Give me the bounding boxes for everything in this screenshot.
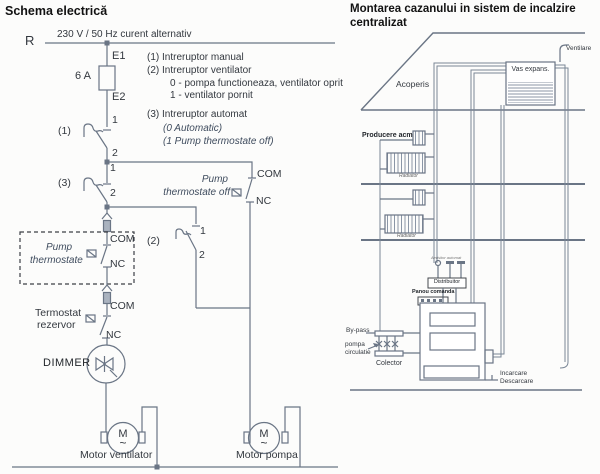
right-diagram-title-line1: Montarea cazanului in sistem de incalzire [350, 3, 576, 15]
air-vent-note-label: Aerisitor automat [431, 255, 462, 260]
fuse-terminal-e2: E2 [112, 91, 126, 103]
dimmer-label: DIMMER [43, 357, 91, 369]
control-panel-label: Panou comanda [412, 289, 455, 295]
incarcare-label: Incarcare [500, 370, 528, 377]
legend-item-3b: (1 Pump thermostate off) [163, 136, 274, 147]
pompa-circulatie-label-line2: circulatie [345, 349, 371, 356]
switch-2-symbol [107, 207, 250, 308]
fuse-terminal-e1: E1 [112, 50, 126, 62]
boiler [420, 303, 498, 380]
pompa-circulatie-label-line1: pompa [345, 341, 365, 348]
heat-exchanger-2 [380, 190, 434, 205]
switch-3-symbol [84, 164, 111, 207]
switch3-terminal-2: 2 [110, 187, 116, 199]
motor-ventilator-m: M [118, 428, 128, 440]
bypass-label: By-pass [346, 327, 370, 334]
left-diagram-title: Schema electrică [5, 4, 108, 18]
distribuitor-label: Distribuitor [433, 279, 461, 285]
termostat-label-line1: Termostat [35, 307, 82, 319]
switch3-label: (3) [58, 177, 71, 189]
termostat-label-line2: rezervor [37, 319, 76, 331]
expansion-vessel-label: Vas expans. [511, 66, 550, 73]
legend-item-3: (3) Intreruptor automat [147, 109, 248, 120]
right-diagram-title-line2: centralizat [350, 17, 407, 29]
vent-label: Ventilare [566, 45, 592, 52]
phase-label: R [25, 33, 35, 48]
pump-off-nc-label: NC [256, 195, 272, 207]
power-supply-label: 230 V / 50 Hz curent alternativ [57, 29, 192, 40]
legend-item-3a: (0 Automatic) [163, 123, 223, 134]
switch1-terminal-2: 2 [112, 147, 118, 159]
motor-ventilator-label: Motor ventilator [80, 449, 153, 461]
pump-thermostate-off-contact [107, 162, 256, 432]
switch2-terminal-2: 2 [199, 249, 205, 261]
radiator-2-label: Radiator [397, 233, 416, 239]
producere-acm-label: Producere acm [362, 132, 413, 139]
pump-thermostate-label-line1: Pump [46, 242, 73, 253]
motor-pompa-m: M [259, 428, 269, 440]
motor-pompa-wave: ~ [260, 436, 268, 450]
radiator-2 [380, 215, 434, 233]
switch1-label: (1) [58, 125, 71, 137]
colector-label: Colector [376, 360, 403, 367]
radiator-1-label: Radiator [399, 173, 418, 179]
descarcare-label: Descarcare [500, 378, 534, 385]
termostat-nc-label: NC [106, 329, 122, 341]
pump-off-label-line1: Pump [201, 174, 228, 185]
pump-off-com-label: COM [257, 168, 282, 180]
pump-thermostate-nc-label: NC [110, 258, 126, 270]
roof-label: Acoperis [396, 79, 430, 89]
radiator-1 [380, 153, 434, 173]
switch3-terminal-1: 1 [110, 162, 116, 174]
bypass-manifold [366, 331, 420, 356]
switch2-terminal-1: 1 [200, 225, 206, 237]
heating-system-drawing [348, 0, 600, 474]
termostat-com-label: COM [110, 300, 135, 312]
pump-off-label-line2: thermostate off [163, 187, 230, 198]
neutral-line [12, 465, 338, 470]
dimmer-symbol [87, 345, 125, 432]
switch2-label: (2) [147, 235, 160, 247]
motor-ventilator-wave: ~ [119, 436, 127, 450]
switch-1-symbol [84, 124, 111, 162]
pump-thermostate-com-label: COM [110, 233, 135, 245]
expansion-vessel [506, 45, 569, 105]
pump-thermostate-label-line2: thermostate [30, 255, 83, 266]
legend-item-2: (2) Intreruptor ventilator [147, 65, 252, 76]
air-vent-and-valves [436, 261, 466, 279]
legend-item-2b: 1 - ventilator pornit [170, 90, 253, 101]
switch1-terminal-1: 1 [112, 114, 118, 126]
motor-pompa-label: Motor pompa [236, 449, 298, 461]
legend-item-1: (1) Intreruptor manual [147, 52, 244, 63]
fuse-rating: 6 A [75, 70, 91, 82]
power-line [45, 41, 335, 46]
legend-item-2a: 0 - pompa functioneaza, ventilator oprit [170, 78, 343, 89]
